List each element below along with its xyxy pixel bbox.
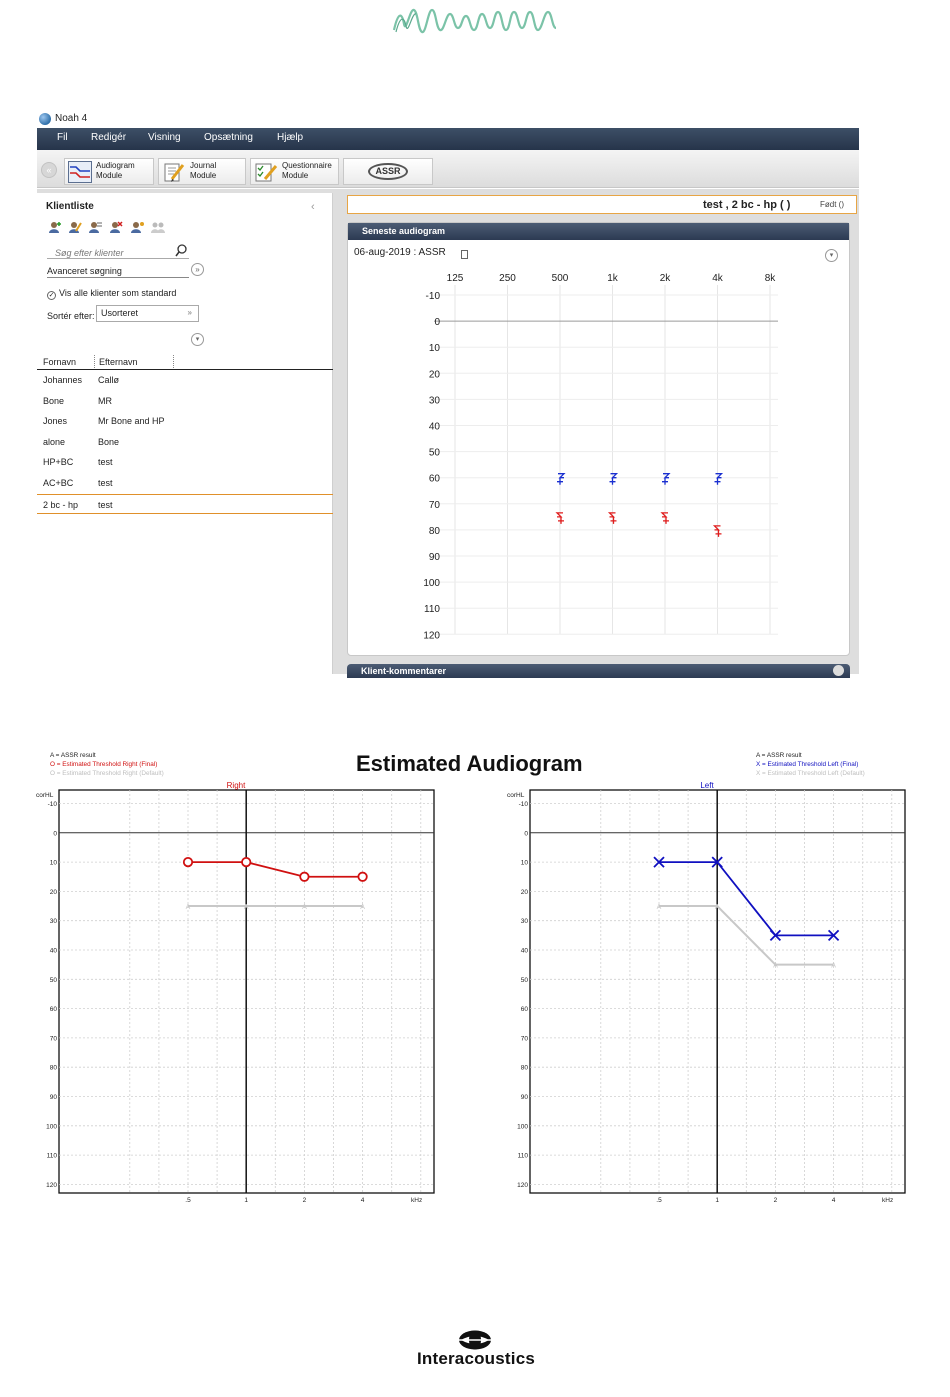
questionnaire-module-label: Questionnaire Module xyxy=(282,161,332,180)
client-table-header xyxy=(37,353,333,370)
client-search-box xyxy=(47,243,189,259)
db-tick-label: 0 xyxy=(434,317,440,329)
audiogram-options-icon[interactable]: ▾ xyxy=(825,249,838,262)
left-db-tick-label: 30 xyxy=(520,918,528,926)
client-first-name: 2 bc - hp xyxy=(43,499,79,510)
advanced-search-link[interactable]: Avanceret søgning xyxy=(47,266,189,278)
sort-dropdown[interactable] xyxy=(96,305,199,322)
client-last-name: MR xyxy=(98,395,112,406)
right-assr-result-marker: A xyxy=(185,904,191,912)
left-legend-default: X = Estimated Threshold Left (Default) xyxy=(756,770,865,777)
right-db-tick-label: 40 xyxy=(49,947,57,955)
advanced-search-expand-icon[interactable]: » xyxy=(191,263,204,276)
freq-tick-label: 4k xyxy=(712,273,723,284)
left-db-tick-label: 70 xyxy=(520,1035,528,1043)
client-last-name: Mr Bone and HP xyxy=(98,416,165,427)
left-db-tick-label: 10 xyxy=(520,859,528,867)
client-last-name: test xyxy=(98,499,113,510)
audiogram-module-icon xyxy=(68,161,92,183)
left-freq-tick-label: 1 xyxy=(715,1197,720,1204)
interacoustics-logo-mark xyxy=(458,1330,492,1350)
questionnaire-module-button[interactable] xyxy=(250,158,339,185)
left-db-tick-label: 100 xyxy=(517,1123,528,1131)
right-freq-tick-label: 1 xyxy=(244,1197,249,1204)
right-db-tick-label: 70 xyxy=(49,1035,57,1043)
client-first-name: alone xyxy=(43,436,66,447)
client-list-panel xyxy=(37,193,333,674)
freq-tick-label: 500 xyxy=(551,273,569,284)
left-freq-tick-label: .5 xyxy=(656,1197,662,1204)
right-db-tick-label: 110 xyxy=(46,1152,57,1160)
back-button[interactable]: « xyxy=(41,162,57,178)
client-last-name: test xyxy=(98,457,113,468)
client-rows xyxy=(37,370,333,514)
patient-info-bar xyxy=(347,195,857,214)
freq-tick-label: 8k xyxy=(764,273,776,284)
sort-label: Sortér efter: xyxy=(47,311,95,321)
client-row[interactable] xyxy=(37,391,333,412)
journal-module-icon xyxy=(162,161,186,183)
sort-dropdown-value: Usorteret xyxy=(101,308,139,318)
noah-window xyxy=(37,110,859,674)
right-threshold-marker xyxy=(358,873,366,881)
db-tick-label: 30 xyxy=(428,395,440,407)
right-legend-final: O = Estimated Threshold Right (Final) xyxy=(50,761,158,768)
client-search-input[interactable] xyxy=(47,246,167,260)
assr-module-button[interactable] xyxy=(343,158,433,185)
merge-client-icon[interactable] xyxy=(130,221,144,233)
comments-toggle-icon[interactable] xyxy=(833,665,844,676)
right-threshold-marker xyxy=(300,873,308,881)
noah-app-icon xyxy=(39,113,51,125)
left-assr-result-marker: A xyxy=(656,904,662,912)
collapse-panel-icon[interactable]: ‹ xyxy=(311,201,315,213)
left-db-tick-label: 110 xyxy=(517,1152,528,1160)
left-legend-assr: A = ASSR result xyxy=(756,752,802,759)
right-db-tick-label: 120 xyxy=(46,1181,57,1189)
expand-options-icon[interactable]: ▾ xyxy=(191,333,204,346)
menu-rediger[interactable]: Redigér xyxy=(91,132,127,143)
db-tick-label: 50 xyxy=(428,447,440,459)
right-freq-tick-label: .5 xyxy=(185,1197,191,1204)
right-freq-tick-label: 2 xyxy=(302,1197,307,1204)
right-assr-result-marker: A xyxy=(302,904,307,912)
db-tick-label: 110 xyxy=(424,604,440,616)
menu-hjaelp[interactable]: Hjælp xyxy=(277,132,304,143)
left-assr-result-marker: A xyxy=(773,962,778,970)
client-last-name: test xyxy=(98,477,113,488)
audiogram-chart xyxy=(348,223,851,657)
right-legend-default: O = Estimated Threshold Right (Default) xyxy=(50,770,164,777)
right-db-tick-label: 10 xyxy=(49,859,57,867)
title-bar xyxy=(37,110,859,128)
content-area xyxy=(37,189,859,674)
window-title: Noah 4 xyxy=(55,113,88,124)
client-comments-heading xyxy=(347,664,850,678)
client-first-name: Jones xyxy=(43,416,68,427)
column-header-first-name[interactable]: Fornavn xyxy=(43,357,77,367)
right-db-tick-label: 30 xyxy=(49,918,57,926)
client-list-heading: Klientliste xyxy=(46,201,94,212)
right-y-unit-label: corHL xyxy=(36,792,54,799)
client-row[interactable] xyxy=(37,452,333,473)
client-row[interactable] xyxy=(37,411,333,432)
chevron-down-icon: » xyxy=(187,308,192,317)
client-last-name: Callø xyxy=(98,375,120,385)
menu-fil[interactable]: Fil xyxy=(57,132,68,143)
add-client-icon[interactable] xyxy=(48,221,62,233)
module-toolbar xyxy=(37,150,859,188)
latest-audiogram-panel xyxy=(347,222,850,656)
left-db-tick-label: 80 xyxy=(520,1064,528,1072)
menu-visning[interactable]: Visning xyxy=(148,132,181,143)
right-db-tick-label: 60 xyxy=(49,1006,57,1014)
right-threshold-marker xyxy=(184,858,192,866)
left-legend-final: X = Estimated Threshold Left (Final) xyxy=(756,761,859,768)
db-tick-label: 90 xyxy=(428,552,440,563)
client-first-name: HP+BC xyxy=(43,457,74,468)
client-first-name: AC+BC xyxy=(43,477,74,488)
assr-logo: ASSR xyxy=(368,163,408,180)
right-x-unit-label: kHz xyxy=(411,1197,423,1204)
latest-audiogram-heading: Seneste audiogram xyxy=(348,223,849,240)
show-all-clients-label: Vis alle klienter som standard xyxy=(59,288,177,298)
estimated-audiogram-title: Estimated Audiogram xyxy=(356,751,583,776)
right-db-tick-label: 50 xyxy=(49,976,57,984)
estimated-audiogram-charts xyxy=(36,745,915,1210)
right-assr-result-marker: A xyxy=(243,904,249,912)
footer-brand: Interacoustics xyxy=(416,1349,536,1368)
right-db-tick-label: -10 xyxy=(47,801,57,808)
checkmark-icon: ✓ xyxy=(48,292,55,299)
left-db-tick-label: 0 xyxy=(524,830,528,838)
right-freq-tick-label: 4 xyxy=(360,1197,365,1204)
left-freq-tick-label: 4 xyxy=(831,1197,836,1204)
client-row[interactable] xyxy=(37,494,333,515)
delete-client-icon[interactable] xyxy=(109,221,123,233)
right-db-tick-label: 20 xyxy=(49,888,57,896)
estimated-audiogram xyxy=(36,745,915,1210)
client-comments-label: Klient-kommentarer xyxy=(361,666,447,676)
left-y-unit-label: corHL xyxy=(507,792,525,799)
db-tick-label: 40 xyxy=(428,421,440,433)
db-tick-label: 80 xyxy=(428,525,440,537)
left-x-unit-label: kHz xyxy=(882,1197,894,1204)
journal-module-button[interactable] xyxy=(158,158,246,185)
client-row[interactable] xyxy=(37,370,333,391)
client-row[interactable] xyxy=(37,473,333,494)
menu-opsaetning[interactable]: Opsætning xyxy=(204,132,253,143)
db-tick-label: 120 xyxy=(423,630,440,642)
left-db-tick-label: 20 xyxy=(520,888,528,896)
left-db-tick-label: -10 xyxy=(518,801,528,808)
menu-bar xyxy=(37,128,859,150)
db-tick-label: 70 xyxy=(428,499,440,511)
column-resize-handle[interactable] xyxy=(173,355,174,368)
freq-tick-label: 2k xyxy=(659,273,671,284)
db-tick-label: 10 xyxy=(428,343,440,355)
right-assr-result-marker: A xyxy=(360,904,365,912)
right-db-tick-label: 80 xyxy=(49,1064,57,1072)
db-tick-label: -10 xyxy=(425,291,440,302)
patient-name: test , 2 bc - hp ( ) xyxy=(703,199,791,211)
client-last-name: Bone xyxy=(98,436,120,447)
search-icon[interactable] xyxy=(175,244,187,257)
client-first-name: Bone xyxy=(43,395,65,406)
right-db-tick-label: 100 xyxy=(46,1123,57,1131)
left-assr-result-marker: A xyxy=(831,962,836,970)
questionnaire-module-icon xyxy=(254,161,278,183)
right-threshold-marker xyxy=(242,858,250,866)
client-table xyxy=(37,353,333,514)
client-list-icon[interactable] xyxy=(88,221,102,233)
left-db-tick-label: 50 xyxy=(520,976,528,984)
client-row[interactable] xyxy=(37,432,333,453)
column-resize-handle[interactable] xyxy=(94,355,95,368)
show-all-clients-checkbox[interactable] xyxy=(47,288,176,300)
right-ear-label: Right xyxy=(226,781,246,790)
session-date: 06-aug-2019 : ASSR xyxy=(354,247,446,258)
left-db-tick-label: 90 xyxy=(520,1094,528,1101)
right-db-tick-label: 0 xyxy=(53,830,57,838)
freq-tick-label: 1k xyxy=(607,273,618,284)
freq-tick-label: 250 xyxy=(499,273,516,284)
right-legend-assr: A = ASSR result xyxy=(50,752,96,759)
patient-birthdate: Født () xyxy=(820,200,844,209)
left-db-tick-label: 40 xyxy=(520,947,528,955)
edit-client-icon[interactable] xyxy=(68,221,82,233)
left-freq-tick-label: 2 xyxy=(773,1197,778,1204)
db-tick-label: 20 xyxy=(428,369,440,381)
footer-logo xyxy=(396,1330,556,1370)
left-assr-result-marker: A xyxy=(714,904,720,912)
db-tick-label: 100 xyxy=(423,578,440,590)
group-clients-icon[interactable] xyxy=(151,221,165,233)
right-db-tick-label: 90 xyxy=(49,1094,57,1101)
journal-module-label: Journal Module xyxy=(190,161,217,180)
left-ear-label: Left xyxy=(700,781,714,790)
freq-tick-label: 125 xyxy=(446,273,464,284)
left-db-tick-label: 60 xyxy=(520,1006,528,1014)
audiogram-module-label: Audiogram Module xyxy=(96,161,135,180)
audiogram-module-button[interactable] xyxy=(64,158,154,185)
top-waveform-logo xyxy=(388,2,560,38)
column-header-last-name[interactable]: Efternavn xyxy=(99,357,138,367)
left-db-tick-label: 120 xyxy=(517,1181,528,1189)
client-first-name: Johannes xyxy=(43,375,83,385)
db-tick-label: 60 xyxy=(428,473,440,485)
